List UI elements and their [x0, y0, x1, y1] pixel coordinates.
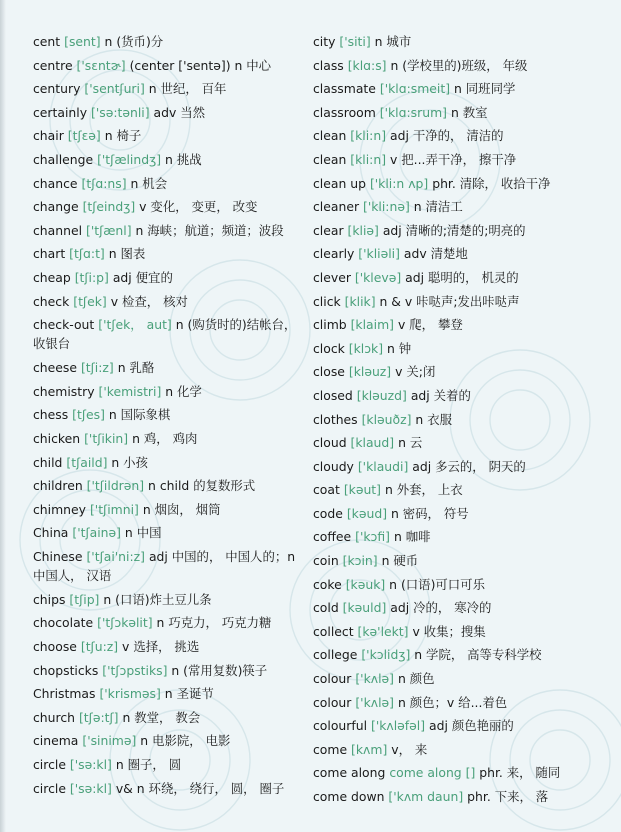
vocab-entry	[33, 706, 305, 730]
entry-word: come along	[313, 765, 386, 781]
vocab-entry	[313, 148, 613, 172]
entry-phonetic: ['sə:tənli]	[91, 104, 150, 120]
entry-word: colour	[313, 671, 352, 687]
entry-word: colour	[313, 694, 352, 710]
entry-phonetic: ['kli:nə]	[363, 199, 410, 215]
entry-definition: n 烟囱， 烟筒	[142, 501, 221, 517]
entry-phonetic: [kɔin]	[342, 553, 378, 569]
entry-phonetic: ['tʃikin]	[84, 430, 129, 446]
entry-word: code	[313, 505, 343, 521]
vocab-entry	[33, 682, 305, 706]
vocab-entry	[33, 195, 305, 219]
vocab-entry	[313, 219, 613, 243]
entry-word: chimney	[33, 501, 86, 517]
page-edge-shadow	[0, 0, 6, 832]
entry-word: channel	[33, 222, 83, 238]
entry-word: certainly	[33, 104, 88, 120]
vocab-entry	[313, 337, 613, 361]
entry-definition: v 收集；搜集	[412, 623, 486, 639]
entry-phonetic: ['tʃælindʒ]	[97, 151, 162, 167]
entry-phonetic: ['sə:kl]	[69, 780, 112, 796]
entry-phonetic: ['sɛntɚ]	[76, 57, 126, 73]
entry-word: colourful	[313, 718, 368, 734]
entry-definition: (center ['sentə]) n 中心	[129, 57, 272, 73]
entry-definition: adj 多云的， 阴天的	[412, 458, 526, 474]
entry-phonetic: ['kliəli]	[358, 246, 400, 262]
entry-phonetic: ['klɑ:smeit]	[379, 81, 451, 97]
entry-definition: v 检查， 核对	[110, 293, 188, 309]
entry-definition: n 云	[398, 435, 423, 451]
entry-phonetic: ['siti]	[339, 34, 371, 49]
entry-phonetic: [klaud]	[350, 435, 395, 451]
vocab-entry	[313, 242, 613, 266]
entry-word: chess	[33, 407, 69, 423]
entry-phonetic: ['kemistri]	[98, 383, 162, 399]
entry-word: chips	[33, 591, 66, 607]
entry-definition: adv 清楚地	[403, 246, 468, 262]
entry-word: chopsticks	[33, 662, 99, 678]
entry-word: check	[33, 293, 70, 309]
entry-word: clothes	[313, 411, 358, 427]
entry-definition: n 清洁工	[413, 199, 463, 215]
entry-definition: n 国际象棋	[108, 407, 171, 423]
entry-phonetic: [tʃɛə]	[67, 128, 101, 144]
entry-phonetic: [klaim]	[350, 317, 394, 333]
entry-phonetic: [tʃip]	[69, 591, 100, 607]
entry-definition: n 圣诞节	[164, 686, 214, 702]
entry-phonetic: [kləuz]	[348, 364, 392, 380]
entry-word: chart	[33, 246, 66, 262]
vocab-entry	[313, 455, 613, 479]
entry-phonetic: ['klevə]	[354, 269, 402, 285]
entry-definition: n (常用复数)筷子	[171, 662, 268, 678]
entry-word: centre	[33, 57, 73, 73]
entry-phonetic: ['krisməs]	[99, 686, 161, 702]
vocab-entry	[33, 611, 305, 635]
entry-phonetic: ['tʃimni]	[89, 501, 139, 517]
entry-phonetic: [kəud]	[346, 505, 388, 521]
entry-definition: n 小孩	[111, 454, 148, 470]
entry-phonetic: [klɔk]	[348, 340, 384, 356]
entry-word: chemistry	[33, 383, 95, 399]
entry-definition: adj 干净的， 清洁的	[390, 128, 504, 144]
entry-phonetic: [kli:n]	[350, 128, 387, 144]
entry-phonetic: [tʃu:z]	[80, 639, 119, 655]
entry-phonetic: ['tʃɔkəlit]	[97, 615, 153, 631]
entry-definition: phr. 来， 随同	[479, 765, 561, 781]
vocab-entry	[313, 54, 613, 78]
entry-word: coffee	[313, 529, 352, 545]
entry-word: collect	[313, 623, 354, 639]
entry-phonetic: [kli:n]	[350, 151, 387, 167]
vocab-entry	[313, 30, 613, 54]
entry-word: clock	[313, 340, 345, 356]
entry-phonetic: [kləuzd]	[356, 387, 407, 403]
entry-word: century	[33, 81, 81, 97]
vocab-entry	[313, 290, 613, 314]
vocab-entry	[33, 313, 305, 356]
vocab-entry	[313, 738, 613, 762]
entry-phonetic: ['tʃildrən]	[86, 478, 145, 494]
entry-definition: adv 当然	[153, 104, 206, 120]
right-column	[313, 30, 613, 809]
entry-definition: v， 来	[391, 741, 428, 757]
entry-word: classroom	[313, 104, 376, 120]
entry-definition: n 密码， 符号	[390, 505, 469, 521]
entry-word: classmate	[313, 81, 376, 97]
entry-definition: n 学院， 高等专科学校	[414, 647, 542, 663]
entry-definition: n 教室	[450, 104, 488, 120]
entry-word: cheap	[33, 269, 71, 285]
vocab-entry	[313, 549, 613, 573]
vocab-entry	[33, 219, 305, 243]
vocab-entry	[33, 474, 305, 498]
entry-phonetic: [tʃɑ:ns]	[81, 175, 127, 191]
vocab-entry	[313, 691, 613, 715]
entry-word: China	[33, 525, 69, 541]
vocab-entry	[33, 124, 305, 148]
entry-definition: adj 便宜的	[112, 269, 173, 285]
entry-definition: n 椅子	[104, 128, 142, 144]
entry-word: change	[33, 199, 79, 215]
vocab-entry	[313, 502, 613, 526]
entry-phonetic: [kləuðz]	[361, 411, 412, 427]
entry-phonetic: ['kɔfi]	[355, 529, 391, 545]
entry-definition: adj 冷的， 寒冷的	[390, 600, 492, 616]
entry-word: clean up	[313, 175, 366, 191]
entry-word: class	[313, 57, 344, 73]
vocab-entry	[33, 172, 305, 196]
entry-word: clean	[313, 128, 347, 144]
entry-word: cent	[33, 34, 61, 49]
entry-phonetic: ['sə:kl]	[69, 757, 112, 773]
vocab-entry	[33, 101, 305, 125]
entry-word: coat	[313, 482, 340, 498]
entry-word: circle	[33, 757, 66, 773]
entry-word: chance	[33, 175, 78, 191]
entry-definition: n (口语)炸土豆儿条	[103, 591, 212, 607]
entry-definition: n 颜色	[397, 671, 435, 687]
entry-definition: phr. 清除， 收拾干净	[432, 175, 551, 191]
entry-word: Christmas	[33, 686, 96, 702]
entry-phonetic: [kə'lekt]	[357, 623, 409, 639]
entry-definition: n 教堂， 教会	[122, 709, 201, 725]
entry-definition: n 外套， 上衣	[384, 482, 463, 498]
vocab-entry	[313, 408, 613, 432]
entry-definition: n 城市	[374, 34, 412, 49]
entry-word: cheese	[33, 360, 77, 376]
vocab-entry	[313, 384, 613, 408]
entry-definition: n 世纪， 百年	[148, 81, 227, 97]
entry-word: cloudy	[313, 458, 354, 474]
entry-phonetic: ['klaudi]	[357, 458, 409, 474]
entry-word: closed	[313, 387, 353, 403]
vocab-entry	[313, 101, 613, 125]
vocab-entry	[313, 77, 613, 101]
vocab-entry	[33, 30, 305, 54]
entry-definition: n 化学	[165, 383, 202, 399]
entry-phonetic: [tʃaild]	[66, 454, 108, 470]
entry-word: choose	[33, 639, 77, 655]
vocab-entry	[313, 431, 613, 455]
entry-phonetic: ['kɔlidʒ]	[361, 647, 411, 663]
vocab-entry	[313, 525, 613, 549]
entry-definition: n 颜色；v 给...着色	[397, 694, 508, 710]
entry-word: clever	[313, 269, 351, 285]
vocab-entry	[313, 714, 613, 738]
entry-definition: v 把...弄干净， 擦干净	[390, 151, 517, 167]
entry-phonetic: ['kli:n ʌp]	[369, 175, 429, 191]
entry-definition: n 同班同学	[454, 81, 516, 97]
entry-phonetic: ['tʃai'ni:z]	[86, 548, 145, 564]
entry-phonetic: [kəut]	[343, 482, 381, 498]
entry-definition: n (口语)可口可乐	[389, 576, 485, 592]
entry-phonetic: [tʃə:tʃ]	[78, 709, 119, 725]
vocab-entry	[313, 573, 613, 597]
entry-definition: v 关;闭	[395, 364, 436, 380]
entry-word: circle	[33, 780, 66, 796]
vocab-entry	[313, 313, 613, 337]
vocab-entry	[33, 242, 305, 266]
entry-word: city	[313, 34, 336, 49]
entry-definition: adj 颜色艳丽的	[429, 718, 514, 734]
vocab-entry	[313, 124, 613, 148]
vocab-entry	[33, 451, 305, 475]
vocab-entry	[33, 54, 305, 78]
entry-phonetic: [klɑ:s]	[347, 57, 387, 73]
entry-word: college	[313, 647, 358, 663]
entry-phonetic: ['sinimə]	[82, 733, 137, 749]
entry-phonetic: [tʃi:p]	[74, 269, 109, 285]
entry-definition: n (学校里的)班级， 年级	[390, 57, 528, 73]
entry-definition: n 机会	[130, 175, 168, 191]
entry-phonetic: [tʃɑ:t]	[69, 246, 105, 262]
entry-definition: v& n 环绕， 绕行， 圆， 圈子	[115, 780, 285, 796]
entry-definition: n 巧克力， 巧克力糖	[156, 615, 272, 631]
vocab-entry	[33, 545, 305, 588]
entry-definition: n 中国	[124, 525, 162, 541]
vocab-entry	[33, 729, 305, 753]
entry-phonetic: ['tʃɔpstiks]	[102, 662, 168, 678]
entry-phonetic: ['tʃænl]	[85, 222, 132, 238]
vocab-entry	[33, 498, 305, 522]
entry-definition: adj 中国的， 中国人的；n 中国人， 汉语	[33, 548, 296, 583]
entry-phonetic: [klik]	[344, 293, 376, 309]
entry-word: Chinese	[33, 548, 83, 564]
vocab-entry	[33, 380, 305, 404]
vocab-entry	[33, 777, 305, 801]
vocab-entry	[313, 266, 613, 290]
entry-phonetic: [tʃek]	[73, 293, 107, 309]
vocab-entry	[33, 148, 305, 172]
entry-word: church	[33, 709, 76, 725]
entry-word: clean	[313, 151, 347, 167]
vocab-entry	[33, 635, 305, 659]
entry-word: click	[313, 293, 341, 309]
left-column	[33, 30, 305, 800]
vocab-entry	[33, 290, 305, 314]
entry-word: climb	[313, 317, 347, 333]
vocab-entry	[313, 761, 613, 785]
entry-definition: n 鸡， 鸡肉	[132, 430, 198, 446]
entry-word: close	[313, 364, 345, 380]
entry-phonetic: ['tʃek， aut]	[98, 317, 172, 333]
entry-definition: n 圈子， 圆	[115, 757, 182, 773]
vocab-entry	[33, 356, 305, 380]
vocab-entry	[313, 667, 613, 691]
entry-definition: n 图表	[108, 246, 146, 262]
entry-word: chair	[33, 128, 64, 144]
entry-word: cinema	[33, 733, 79, 749]
entry-definition: n (货币)分	[104, 34, 164, 49]
entry-phonetic: [kəuk]	[345, 576, 386, 592]
entry-word: cloud	[313, 435, 347, 451]
vocab-entry	[33, 659, 305, 683]
entry-definition: adj 聪明的， 机灵的	[405, 269, 519, 285]
entry-definition: adj 清晰的;清楚的;明亮的	[382, 222, 526, 238]
entry-definition: n child 的复数形式	[148, 478, 256, 494]
entry-definition: v 选择， 挑选	[122, 639, 200, 655]
vocab-entry	[33, 77, 305, 101]
entry-definition: adj 关着的	[410, 387, 471, 403]
vocab-entry	[313, 643, 613, 667]
entry-word: come	[313, 741, 348, 757]
entry-definition: phr. 下来， 落	[467, 789, 549, 804]
entry-definition: v 变化， 变更， 改变	[139, 199, 258, 215]
vocab-entry	[33, 266, 305, 290]
entry-definition: v 爬， 攀登	[397, 317, 463, 333]
entry-phonetic: ['kʌlə]	[355, 671, 394, 687]
entry-definition: n 钟	[387, 340, 412, 356]
entry-definition: n & v 咔哒声;发出咔哒声	[379, 293, 520, 309]
entry-phonetic: [kliə]	[347, 222, 379, 238]
entry-word: children	[33, 478, 83, 494]
vocab-entry	[313, 172, 613, 196]
entry-word: coin	[313, 553, 339, 569]
entry-word: chicken	[33, 430, 81, 446]
entry-definition: n 电影院， 电影	[140, 733, 231, 749]
entry-definition: n 衣服	[415, 411, 452, 427]
entry-word: clear	[313, 222, 344, 238]
vocab-entry	[313, 596, 613, 620]
entry-word: check-out	[33, 317, 95, 333]
entry-definition: n 挑战	[165, 151, 202, 167]
vocab-entry	[33, 403, 305, 427]
entry-word: come down	[313, 789, 385, 804]
entry-definition: n 咖啡	[393, 529, 431, 545]
entry-word: clearly	[313, 246, 355, 262]
entry-definition: n (购货时的)结帐台，收银台	[33, 317, 297, 352]
vocab-entry	[33, 588, 305, 612]
entry-phonetic: ['kʌləfəl]	[370, 718, 426, 734]
entry-definition: n 海峡；航道；频道；波段	[135, 222, 284, 238]
entry-phonetic: [tʃeindʒ]	[82, 199, 136, 215]
vocab-entry	[33, 521, 305, 545]
vocab-entry	[313, 360, 613, 384]
vocab-entry	[313, 478, 613, 502]
entry-definition: n 硬币	[381, 553, 419, 569]
entry-phonetic: [kʌm]	[351, 741, 388, 757]
entry-word: cold	[313, 600, 339, 616]
entry-phonetic: [tʃes]	[72, 407, 105, 423]
entry-word: coke	[313, 576, 342, 592]
entry-phonetic: ['kʌlə]	[355, 694, 394, 710]
entry-phonetic: ['klɑ:srum]	[379, 104, 447, 120]
entry-definition: n 乳酪	[117, 360, 155, 376]
entry-word: chocolate	[33, 615, 94, 631]
entry-word: challenge	[33, 151, 94, 167]
entry-phonetic: ['kʌm daun]	[388, 789, 464, 804]
entry-word: cleaner	[313, 199, 360, 215]
vocab-entry	[33, 427, 305, 451]
entry-phonetic: come along []	[389, 765, 476, 781]
entry-phonetic: [sent]	[64, 34, 101, 49]
entry-phonetic: [tʃi:z]	[80, 360, 114, 376]
vocab-entry	[313, 785, 613, 809]
entry-word: child	[33, 454, 63, 470]
entry-phonetic: ['tʃainə]	[72, 525, 121, 541]
vocab-entry	[313, 195, 613, 219]
vocab-entry	[313, 620, 613, 644]
entry-phonetic: [kəuld]	[342, 600, 387, 616]
vocab-entry	[33, 753, 305, 777]
entry-phonetic: ['sentʃuri]	[84, 81, 145, 97]
